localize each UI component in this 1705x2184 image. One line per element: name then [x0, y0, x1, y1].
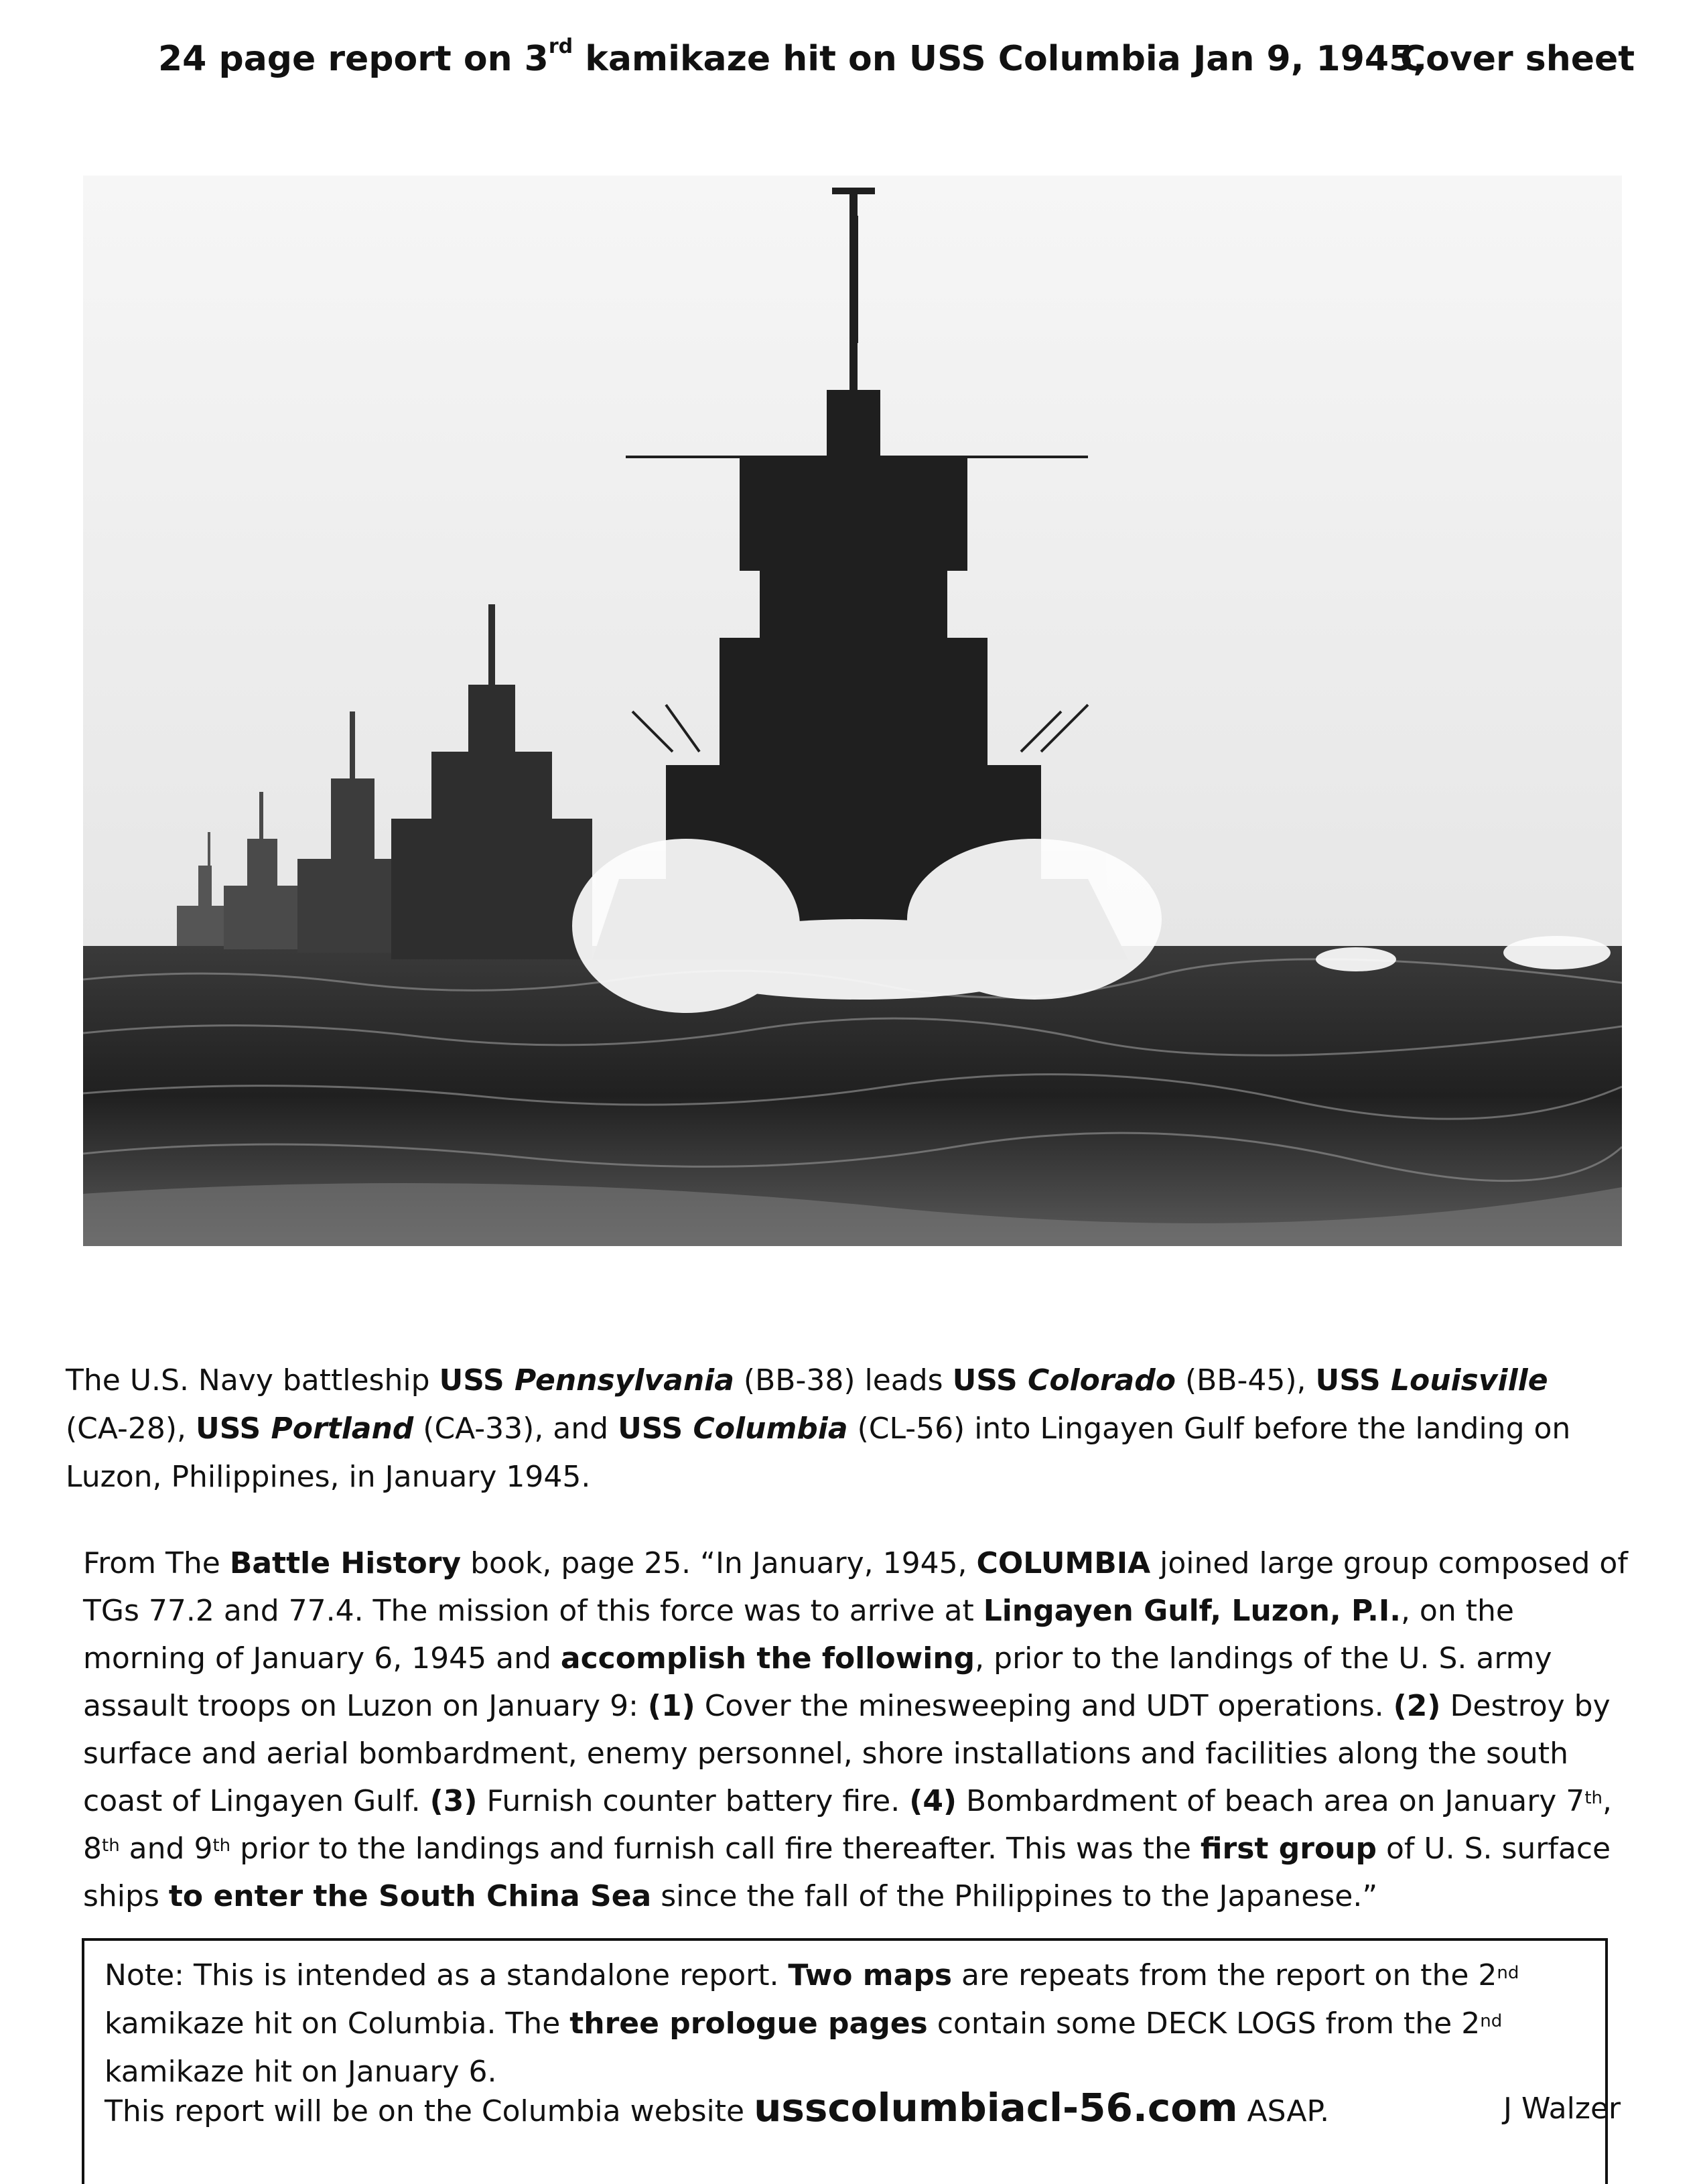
- ship-name-colorado: Colorado: [1028, 1363, 1176, 1397]
- caption-bold: USS: [439, 1363, 515, 1397]
- report-title: [158, 35, 1427, 79]
- quote-bold: to enter the South China Sea: [168, 1879, 652, 1913]
- title-superscript: rd: [548, 35, 573, 58]
- quote-text: From The: [83, 1546, 230, 1580]
- website-suffix: ASAP.: [1237, 2094, 1330, 2128]
- caption-text: (CA-28),: [66, 1412, 196, 1446]
- caption-text: The U.S. Navy battleship: [66, 1363, 439, 1397]
- quote-text: Destroy by surface and aerial bombardment, enemy personnel, shore installations and facilities along the south coast of Lingayen Gulf.: [83, 1689, 1611, 1818]
- note-segment: Note: This is intended as a standalone report.: [105, 1958, 789, 1992]
- quote-text: of U. S. surface ships: [83, 1832, 1611, 1913]
- note-box: [82, 1938, 1621, 2184]
- quote-text: joined large group composed of TGs 77.2 and 77.4. The mission of this force was to arrive at: [83, 1546, 1628, 1628]
- quote-bold: Lingayen Gulf, Luzon, P.I.: [983, 1594, 1401, 1628]
- note-bold: Two maps: [788, 1958, 953, 1992]
- website-url: usscolumbiacl-56.com: [754, 2085, 1238, 2130]
- website-prefix: This report will be on the Columbia website: [105, 2094, 754, 2128]
- quote-bold: (1): [647, 1689, 695, 1723]
- quote-bold: (3): [429, 1784, 478, 1818]
- battle-history-quote: [83, 1540, 1637, 1920]
- quote-superscript: th: [1584, 1788, 1602, 1808]
- note-segment: are repeats from the report on the 2: [952, 1958, 1497, 1992]
- ship-name-pennsylvania: Pennsylvania: [514, 1363, 734, 1397]
- ship-name-portland: Portland: [271, 1412, 414, 1446]
- author-signature: J Walzer: [1503, 2092, 1621, 2126]
- battleship-photo: [83, 176, 1622, 1246]
- quote-bold: COLUMBIA: [976, 1546, 1151, 1580]
- quote-superscript: th: [212, 1836, 231, 1856]
- quote-text: , 8: [83, 1784, 1612, 1866]
- ship-name-louisville: Louisville: [1390, 1363, 1548, 1397]
- caption-bold: USS: [196, 1412, 271, 1446]
- quote-text: Bombardment of beach area on January 7: [957, 1784, 1585, 1818]
- caption-bold: USS: [618, 1412, 693, 1446]
- quote-text: Cover the minesweeping and UDT operations.: [695, 1689, 1393, 1723]
- quote-bold: (4): [909, 1784, 957, 1818]
- warship-column-illustration: [83, 176, 1622, 1246]
- quote-bold: Battle History: [229, 1546, 462, 1580]
- note-segment: kamikaze hit on Columbia. The: [105, 2006, 570, 2041]
- quote-superscript: th: [102, 1836, 120, 1856]
- note-superscript: nd: [1497, 1963, 1519, 1983]
- quote-bold: accomplish the following: [560, 1641, 975, 1676]
- title-text-continued: kamikaze hit on USS Columbia Jan 9, 1945,: [573, 39, 1427, 79]
- quote-text: since the fall of the Philippines to the Japanese.”: [651, 1879, 1378, 1913]
- caption-text: (BB-38) leads: [734, 1363, 953, 1397]
- note-bold: three prologue pages: [569, 2006, 928, 2041]
- ship-name-columbia: Columbia: [693, 1412, 848, 1446]
- note-superscript: nd: [1480, 2011, 1503, 2031]
- quote-bold: first group: [1200, 1832, 1377, 1866]
- caption-text: (CA-33), and: [413, 1412, 618, 1446]
- note-segment: kamikaze hit on January 6.: [105, 2055, 497, 2089]
- cover-sheet-label: Cover sheet: [1400, 39, 1635, 79]
- caption-bold: USS: [1315, 1363, 1391, 1397]
- quote-text: prior to the landings and furnish call fire thereafter. This was the: [230, 1832, 1201, 1866]
- note-text: [105, 1952, 1598, 2096]
- quote-text: and 9: [119, 1832, 213, 1866]
- note-segment: contain some DECK LOGS from the 2: [927, 2006, 1481, 2041]
- quote-text: , on the morning of January 6, 1945 and: [83, 1594, 1514, 1676]
- caption-text: (BB-45),: [1175, 1363, 1316, 1397]
- quote-text: book, page 25. “In January, 1945,: [461, 1546, 977, 1580]
- photo-caption: [66, 1357, 1613, 1501]
- quote-text: Furnish counter battery fire.: [477, 1784, 910, 1818]
- website-line: [105, 2085, 1329, 2130]
- quote-text: , prior to the landings of the U. S. army assault troops on Luzon on January 9:: [83, 1641, 1552, 1723]
- title-text: 24 page report on 3: [158, 39, 549, 79]
- quote-bold: (2): [1393, 1689, 1441, 1723]
- caption-bold: USS: [952, 1363, 1028, 1397]
- caption-text: (CL-56) into Lingayen Gulf before the landing on Luzon, Philippines, in January 1945.: [66, 1412, 1571, 1494]
